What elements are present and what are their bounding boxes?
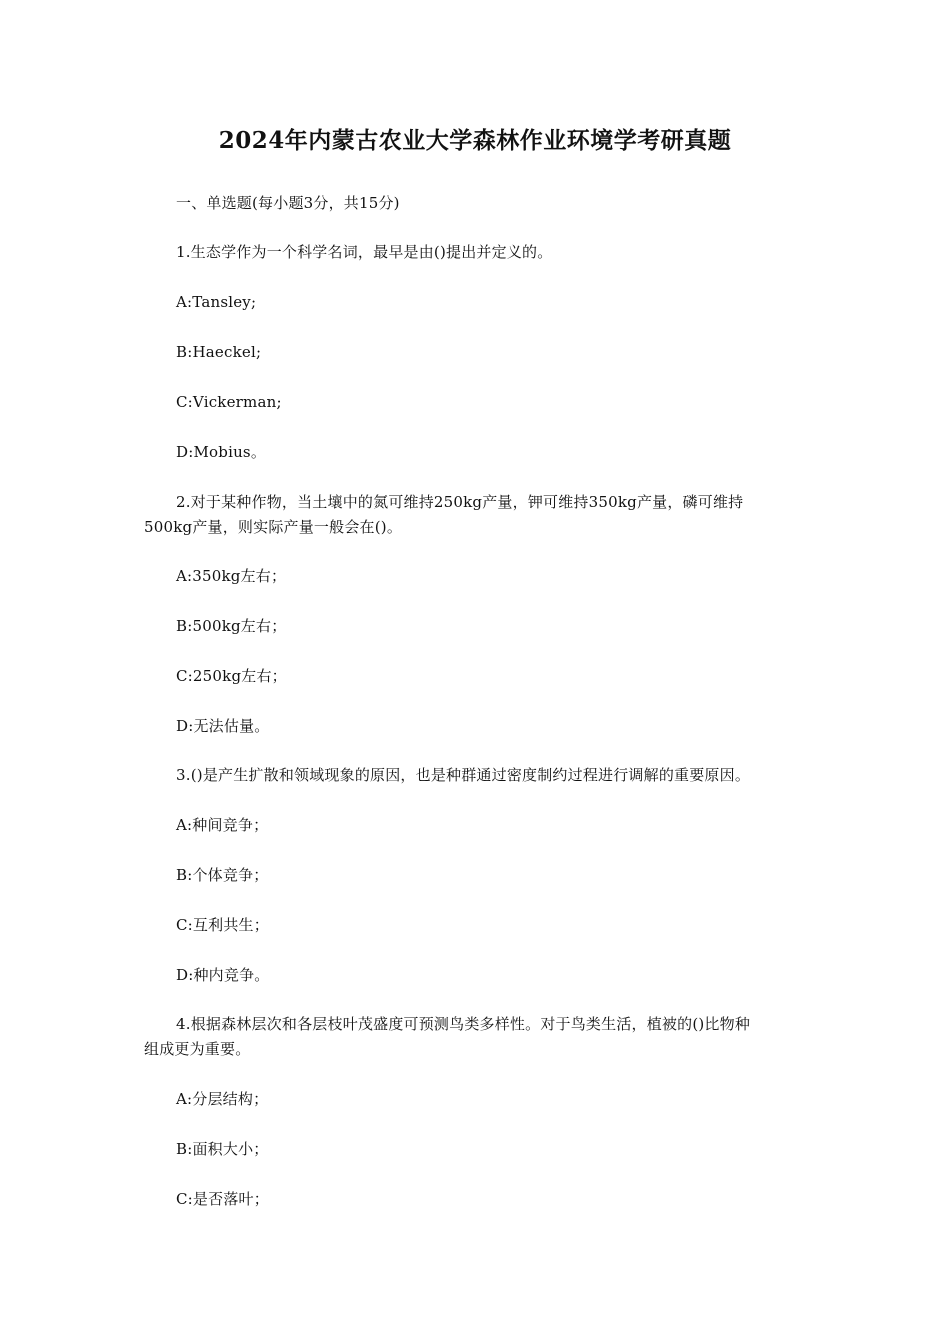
question-3-option-a: A:种间竞争；	[176, 816, 269, 834]
section-heading: 一、单选题(每小题3分，共15分)	[176, 194, 400, 212]
question-1-option-c: C:Vickerman;	[176, 393, 282, 411]
question-4-option-a: A:分层结构；	[176, 1090, 269, 1108]
question-3-option-d: D:种内竞争。	[176, 966, 270, 984]
question-2-option-c: C:250kg左右；	[176, 667, 287, 685]
document-title: 2024年内蒙古农业大学森林作业环境学考研真题	[218, 127, 732, 154]
question-1-option-d: D:Mobius。	[176, 443, 267, 461]
question-4-option-b: B:面积大小；	[176, 1140, 269, 1158]
question-4-stem: 4.根据森林层次和各层枝叶茂盛度可预测鸟类多样性。对于鸟类生活，植被的()比物种	[176, 1015, 751, 1033]
question-2-option-d: D:无法估量。	[176, 717, 270, 735]
question-2-option-b: B:500kg左右；	[176, 617, 287, 635]
question-2-stem-cont: 500kg产量，则实际产量一般会在()。	[144, 518, 403, 536]
question-3-option-b: B:个体竞争；	[176, 866, 269, 884]
question-1-option-b: B:Haeckel;	[176, 343, 262, 361]
question-3-option-c: C:互利共生；	[176, 916, 269, 934]
question-4-stem-cont: 组成更为重要。	[144, 1040, 251, 1058]
question-2-option-a: A:350kg左右；	[176, 567, 287, 585]
question-1-option-a: A:Tansley;	[176, 293, 257, 311]
question-1-stem: 1.生态学作为一个科学名词，最早是由()提出并定义的。	[176, 243, 553, 261]
question-4-option-c: C:是否落叶；	[176, 1190, 269, 1208]
question-2-stem: 2.对于某种作物，当土壤中的氮可维持250kg产量，钾可维持350kg产量，磷可维持	[176, 493, 744, 511]
question-3-stem: 3.()是产生扩散和领域现象的原因，也是种群通过密度制约过程进行调解的重要原因。	[176, 766, 751, 784]
